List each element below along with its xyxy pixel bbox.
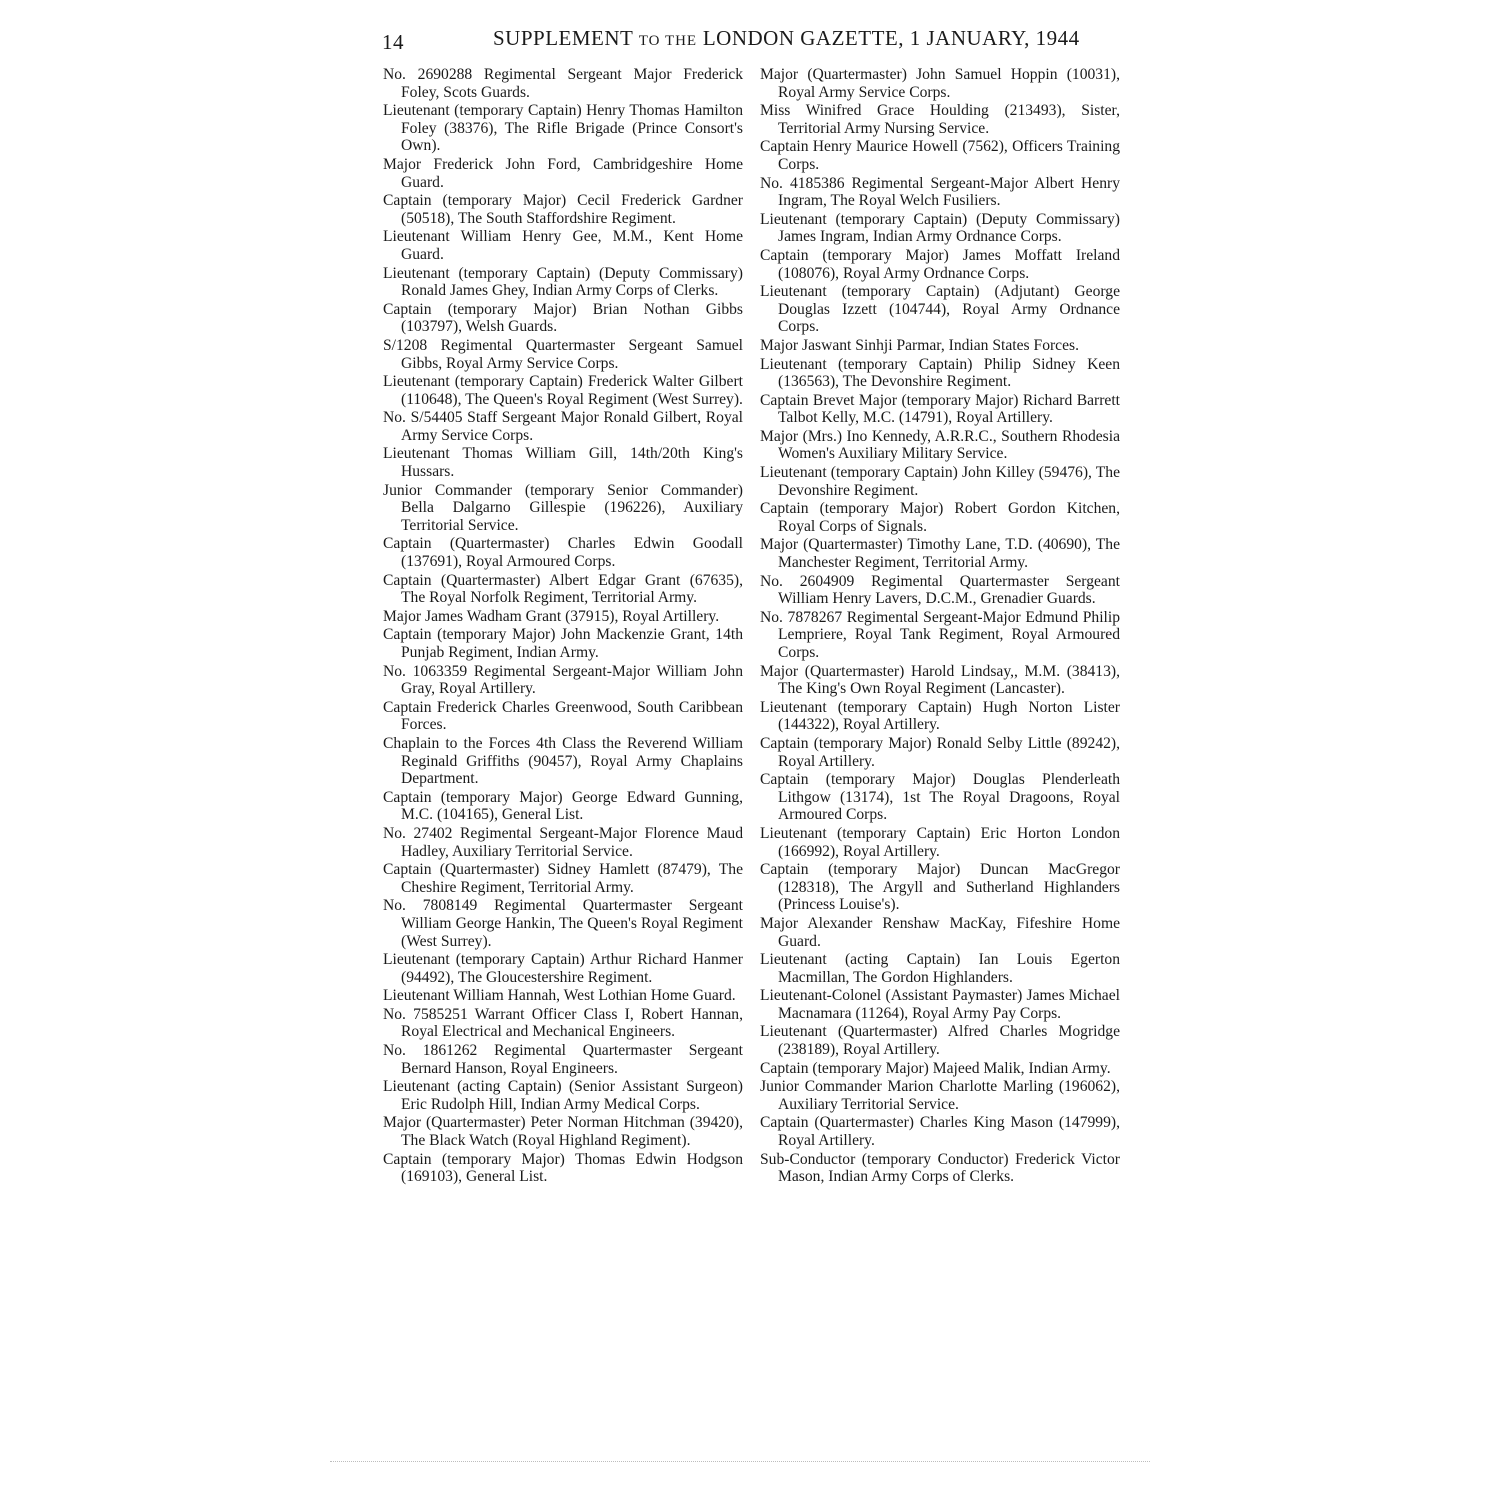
page-header xyxy=(380,26,1125,56)
honours-list-entry: Captain (Quartermaster) Sidney Hamlett (87479), The Cheshire Regiment, Territorial Army. xyxy=(383,861,743,896)
honours-list-entry: Chaplain to the Forces 4th Class the Reverend William Reginald Griffiths (90457), Royal Army Chaplains Department. xyxy=(383,734,743,788)
honours-list-entry: Lieutenant Thomas William Gill, 14th/20th King's Hussars. xyxy=(383,445,743,481)
honours-list-entry: Major (Quartermaster) John Samuel Hoppin (10031), Royal Army Service Corps. xyxy=(760,66,1120,101)
honours-list-entry: Major Jaswant Sinhji Parmar, Indian States Forces. xyxy=(760,336,1079,354)
honours-list-entry: Lieutenant (acting Captain) (Senior Assistant Surgeon) Eric Rudolph Hill, Indian Army Medical Corps. xyxy=(383,1078,743,1113)
honours-list-entry: Captain Henry Maurice Howell (7562), Officers Training Corps. xyxy=(760,138,1120,173)
honours-list-entry: Captain (Quartermaster) Albert Edgar Grant (67635), The Royal Norfolk Regiment, Territorial Army. xyxy=(383,571,743,607)
honours-list-entry: No. 1063359 Regimental Sergeant-Major William John Gray, Royal Artillery. xyxy=(383,662,743,698)
honours-list-entry: Captain (temporary Major) Douglas Plenderleath Lithgow (13174), 1st The Royal Dragoons, Royal Armoured Corps. xyxy=(760,771,1120,824)
honours-list-entry: No. 2690288 Regimental Sergeant Major Frederick Foley, Scots Guards. xyxy=(383,66,743,101)
honours-list-entry: Major (Quartermaster) Peter Norman Hitchman (39420), The Black Watch (Royal Highland Regiment). xyxy=(383,1114,743,1150)
honours-list-entry: Captain (temporary Major) Brian Nothan Gibbs (103797), Welsh Guards. xyxy=(383,300,743,336)
gazette-title-supplement: SUPPLEMENT xyxy=(493,26,633,50)
honours-list-entry: No. 27402 Regimental Sergeant-Major Florence Maud Hadley, Auxiliary Territorial Service. xyxy=(383,824,743,860)
honours-list-entry: No. 4185386 Regimental Sergeant-Major Albert Henry Ingram, The Royal Welch Fusiliers. xyxy=(760,174,1120,210)
honours-list-entry: Lieutenant (temporary Captain) Arthur Richard Hanmer (94492), The Gloucestershire Regiment. xyxy=(383,951,743,986)
footer-rule xyxy=(330,1461,1150,1462)
gazette-title xyxy=(493,26,1080,51)
honours-list-entry: Major (Quartermaster) Harold Lindsay,, M.M. (38413), The King's Own Royal Regiment (Lancaster). xyxy=(760,662,1120,698)
honours-list-entry: No. S/54405 Staff Sergeant Major Ronald Gilbert, Royal Army Service Corps. xyxy=(383,409,743,444)
honours-list-entry: Lieutenant (temporary Captain) (Deputy Commissary) James Ingram, Indian Army Ordnance Corps. xyxy=(760,210,1120,246)
honours-list-entry: Major James Wadham Grant (37915), Royal Artillery. xyxy=(383,607,720,625)
honours-list-entry: Lieutenant (temporary Captain) (Deputy Commissary) Ronald James Ghey, Indian Army Corps of Clerks. xyxy=(383,264,743,300)
honours-list-entry: Junior Commander Marion Charlotte Marling (196062), Auxiliary Territorial Service. xyxy=(760,1078,1120,1113)
honours-list-entry: Captain (temporary Major) James Moffatt Ireland (108076), Royal Army Ordnance Corps. xyxy=(760,246,1120,282)
honours-list-entry: Lieutenant William Hannah, West Lothian Home Guard. xyxy=(383,987,736,1005)
honours-list-entry: Lieutenant (temporary Captain) Hugh Norton Lister (144322), Royal Artillery. xyxy=(760,698,1120,734)
honours-list-entry: Lieutenant (temporary Captain) Philip Sidney Keen (136563), The Devonshire Regiment. xyxy=(760,355,1120,391)
honours-list-entry: Junior Commander (temporary Senior Commander) Bella Dalgarno Gillespie (196226), Auxiliary Territorial Service. xyxy=(383,481,743,534)
honours-list-entry: Major (Quartermaster) Timothy Lane, T.D. (40690), The Manchester Regiment, Territorial Army. xyxy=(760,536,1120,572)
honours-list-entry: Lieutenant (temporary Captain) John Killey (59476), The Devonshire Regiment. xyxy=(760,464,1120,499)
honours-list-entry: No. 2604909 Regimental Quartermaster Sergeant William Henry Lavers, D.C.M., Grenadier Guards. xyxy=(760,572,1120,608)
honours-list-entry: Lieutenant (temporary Captain) (Adjutant) George Douglas Izzett (104744), Royal Army Ordnance Corps. xyxy=(760,283,1120,336)
left-column xyxy=(383,66,743,1187)
honours-list-entry: Captain (Quartermaster) Charles Edwin Goodall (137691), Royal Armoured Corps. xyxy=(383,535,743,571)
honours-list-entry: Lieutenant (temporary Captain) Henry Thomas Hamilton Foley (38376), The Rifle Brigade (Prince Consort's Own). xyxy=(383,102,743,155)
honours-list-entry: Miss Winifred Grace Houlding (213493), Sister, Territorial Army Nursing Service. xyxy=(760,102,1120,137)
honours-list-entry: No. 1861262 Regimental Quartermaster Sergeant Bernard Hanson, Royal Engineers. xyxy=(383,1042,743,1077)
honours-list-entry: Major Frederick John Ford, Cambridgeshire Home Guard. xyxy=(383,155,743,191)
honours-list-entry: Lieutenant (acting Captain) Ian Louis Egerton Macmillan, The Gordon Highlanders. xyxy=(760,951,1120,986)
right-column xyxy=(760,66,1120,1187)
honours-list-entry: Captain Frederick Charles Greenwood, South Caribbean Forces. xyxy=(383,698,743,734)
honours-list-entry: Captain (temporary Major) George Edward Gunning, M.C. (104165), General List. xyxy=(383,788,743,824)
honours-list-entry: No. 7585251 Warrant Officer Class I, Robert Hannan, Royal Electrical and Mechanical Engineers. xyxy=(383,1005,743,1041)
honours-list-entry: Captain (temporary Major) Duncan MacGregor (128318), The Argyll and Sutherland Highlanders (Princess Louise's). xyxy=(760,861,1120,914)
honours-list-entry: Major Alexander Renshaw MacKay, Fifeshire Home Guard. xyxy=(760,914,1120,950)
honours-list-entry: Captain (temporary Major) Cecil Frederick Gardner (50518), The South Staffordshire Regiment. xyxy=(383,192,743,227)
honours-list-entry: Captain (temporary Major) Robert Gordon Kitchen, Royal Corps of Signals. xyxy=(760,500,1120,535)
honours-list-entry: Lieutenant-Colonel (Assistant Paymaster) James Michael Macnamara (11264), Royal Army Pay Corps. xyxy=(760,987,1120,1022)
honours-list-entry: Lieutenant William Henry Gee, M.M., Kent Home Guard. xyxy=(383,228,743,263)
honours-list-entry: No. 7878267 Regimental Sergeant-Major Edmund Philip Lempriere, Royal Tank Regiment, Royal Armoured Corps. xyxy=(760,608,1120,661)
honours-list-entry: Captain (temporary Major) Thomas Edwin Hodgson (169103), General List. xyxy=(383,1150,743,1186)
honours-list-entry: Captain (temporary Major) Majeed Malik, Indian Army. xyxy=(760,1059,1111,1077)
honours-list-entry: Sub-Conductor (temporary Conductor) Frederick Victor Mason, Indian Army Corps of Clerks. xyxy=(760,1150,1120,1186)
honours-list-entry: Captain (temporary Major) John Mackenzie Grant, 14th Punjab Regiment, Indian Army. xyxy=(383,626,743,661)
honours-list-entry: No. 7808149 Regimental Quartermaster Sergeant William George Hankin, The Queen's Royal Regiment (West Surrey). xyxy=(383,897,743,950)
honours-list-entry: Lieutenant (Quartermaster) Alfred Charles Mogridge (238189), Royal Artillery. xyxy=(760,1023,1120,1059)
honours-list-entry: S/1208 Regimental Quartermaster Sergeant Samuel Gibbs, Royal Army Service Corps. xyxy=(383,336,743,372)
gazette-title-date: LONDON GAZETTE, 1 JANUARY, 1944 xyxy=(702,26,1080,50)
page-number: 14 xyxy=(382,30,404,54)
honours-list-entry: Major (Mrs.) Ino Kennedy, A.R.R.C., Southern Rhodesia Women's Auxiliary Military Service. xyxy=(760,427,1120,463)
gazette-title-to-the: TO THE xyxy=(638,33,698,49)
honours-list-entry: Captain (Quartermaster) Charles King Mason (147999), Royal Artillery. xyxy=(760,1114,1120,1150)
honours-list-entry: Captain (temporary Major) Ronald Selby Little (89242), Royal Artillery. xyxy=(760,734,1120,770)
honours-list-entry: Captain Brevet Major (temporary Major) Richard Barrett Talbot Kelly, M.C. (14791), Royal Artillery. xyxy=(760,391,1120,427)
honours-list-entry: Lieutenant (temporary Captain) Eric Horton London (166992), Royal Artillery. xyxy=(760,824,1120,860)
honours-list-entry: Lieutenant (temporary Captain) Frederick Walter Gilbert (110648), The Queen's Royal Regiment (West Surrey). xyxy=(383,373,743,408)
